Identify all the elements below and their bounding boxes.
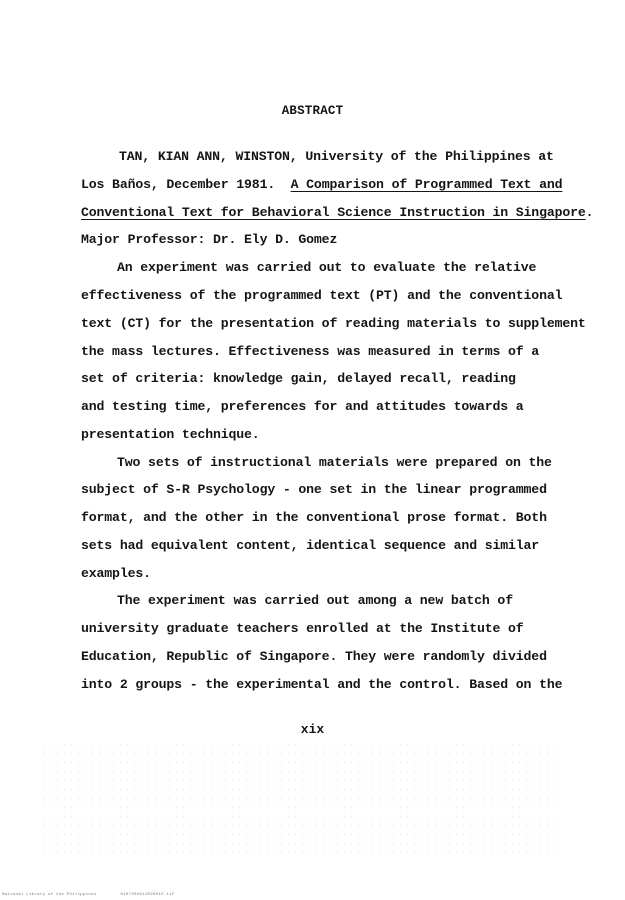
place-date: Los Baños, December 1981. (81, 177, 276, 192)
title-line-2 (81, 205, 593, 221)
paragraph-line: An experiment was carried out to evaluate the relative (117, 260, 537, 275)
scan-footer (2, 893, 175, 897)
page-number: xix (300, 722, 325, 737)
paragraph-line: the mass lectures. Effectiveness was measured in terms of a (81, 344, 540, 359)
paragraph-line: subject of S-R Psychology - one set in the linear programmed (81, 482, 547, 497)
paragraph-line: set of criteria: knowledge gain, delayed recall, reading (81, 371, 516, 386)
paragraph-line: Education, Republic of Singapore. They were randomly divided (81, 649, 547, 664)
paragraph-line: The experiment was carried out among a new batch of (117, 593, 513, 608)
paragraph-line: Two sets of instructional materials were prepared on the (117, 455, 552, 470)
paragraph-line: university graduate teachers enrolled at the Institute of (81, 621, 524, 636)
paragraph-line: effectiveness of the programmed text (PT) and the conventional (81, 288, 563, 303)
footer-library: National Library of the Philippines (2, 893, 97, 897)
paragraph-line: into 2 groups - the experimental and the control. Based on the (81, 677, 563, 692)
date-title-line (81, 177, 562, 193)
paragraph-line: format, and the other in the conventional prose format. Both (81, 510, 547, 525)
abstract-heading: ABSTRACT (281, 104, 344, 118)
footer-code: 0107205911020012.tif (120, 893, 175, 897)
paragraph-line: examples. (81, 566, 151, 581)
paragraph-line: and testing time, preferences for and attitudes towards a (81, 399, 524, 414)
paragraph-line: presentation technique. (81, 427, 260, 442)
major-professor-line: Major Professor: Dr. Ely D. Gomez (81, 232, 338, 247)
paragraph-line: sets had equivalent content, identical sequence and similar (81, 538, 540, 553)
paragraph-line: text (CT) for the presentation of reading materials to supplement (81, 316, 586, 331)
title-period: . (585, 205, 594, 220)
thesis-title-part1: A Comparison of Programmed Text and (290, 177, 563, 192)
thesis-title-part2: Conventional Text for Behavioral Science Instruction in Singapore (81, 205, 586, 220)
author-line: TAN, KIAN ANN, WINSTON, University of the Philippines at (119, 149, 554, 164)
scan-noise (40, 740, 560, 860)
